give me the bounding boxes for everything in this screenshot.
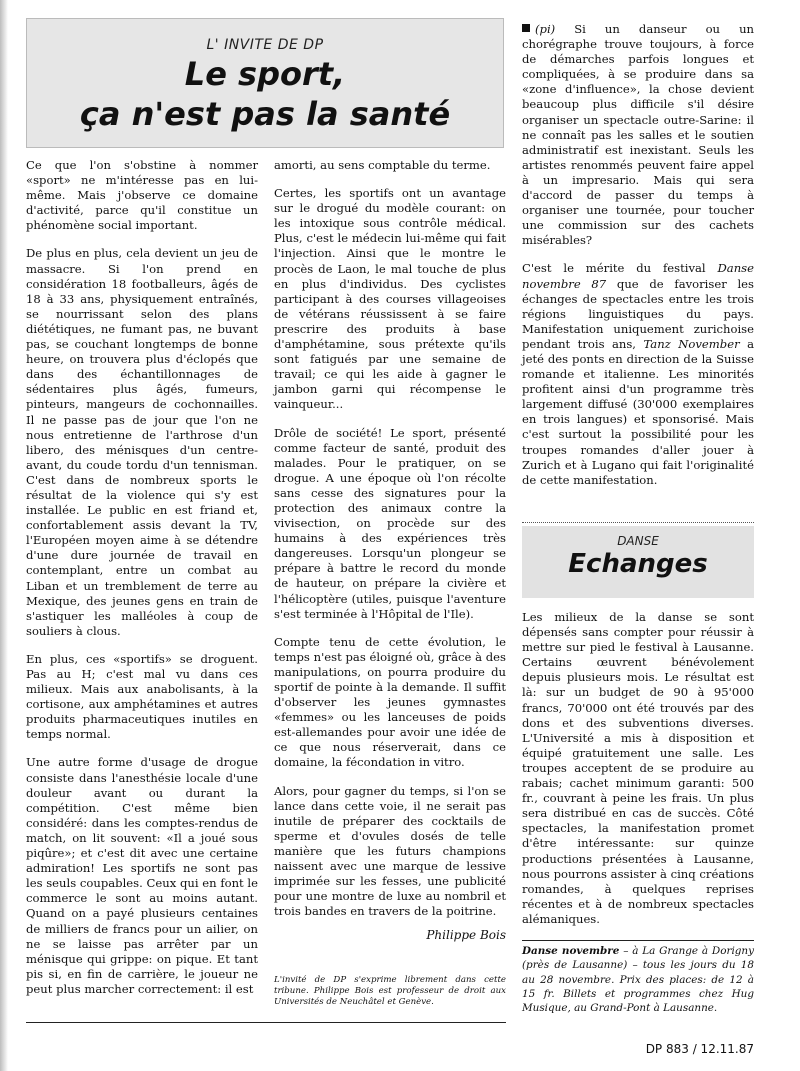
tanz-november: Tanz November bbox=[643, 336, 740, 351]
article-paragraph: Compte tenu de cette évolution, le temps n'est pas éloigné où, grâce à des manipulations, on pourra produire du sportif de pointe à la demande. Il suffit d'observer les jeunes gymnastes «femmes» ou les lanceuses de poids est-allemandes pour avoir une idée de ce que nous réserverait, dans ce domaine, la fécondation in vitro. bbox=[274, 634, 506, 770]
author-note: L'invité de DP s'exprime librement dans cette tribune. Philippe Bois est professeur de droit aux Universités de Neuchâtel et Genève. bbox=[274, 975, 506, 1007]
article-paragraph: Drôle de société! Le sport, présenté comme facteur de santé, produit des malades. Pour le pratiquer, on se drogue. A une époque où l'on récolte sans cesse des signatures pour la protection des animaux contre la vivisection, on procède sur des humains à des expériences très dangereuses. Lorsqu'un plongeur se prépare à battre le record du monde de hauteur, on prépare la civière et l'hélicoptère (utiles, puisque l'aventure s'est terminée à l'Hôpital de l'Ile). bbox=[274, 425, 506, 621]
sidebar-paragraph bbox=[522, 261, 754, 487]
event-details: – à La Grange à Dorigny (près de Lausanne) – tous les jours du 18 au 28 novembre. Prix des places: de 12 à 15 fr. Billets et programmes chez Hug Musique, au Grand-Pont à Lausanne. bbox=[522, 945, 754, 1015]
article-paragraph: Certes, les sportifs ont un avantage sur le drogué du modèle courant: on les intoxique sous contrôle médical. Plus, c'est le médecin lui-même qui fait l'injection. Ainsi que le montre le procès de Laon, le mal touche de plus en plus d'individus. Des cyclistes participant à des courses villageoises de vétérans réussissent à se faire prescrire des produits à base d'amphétamine, sous prétexte qu'ils sont fatigués par une semaine de travail; ce qui les aide à gagner le jambon garni qui récompense le vainqueur... bbox=[274, 186, 506, 412]
article-paragraph: En plus, ces «sportifs» se droguent. Pas au H; c'est mal vu dans ces milieux. Mais aux anabolisants, à la cortisone, aux amphétamines et autres produits pharmaceutiques inutiles en temps normal. bbox=[26, 651, 258, 742]
divider bbox=[522, 522, 754, 523]
event-info bbox=[522, 944, 754, 1015]
article-kicker: L' INVITE DE DP bbox=[206, 37, 324, 53]
author-signature: Philippe Bois bbox=[426, 928, 506, 943]
danse-header bbox=[522, 526, 754, 598]
article-title-line1: Le sport, bbox=[184, 55, 346, 93]
sidebar-p2-text: a jeté des ponts en direction de la Suisse romande et italienne. Les minorités profitent ainsi d'un programme très largement diffusé (30'000 exemplaires en trois langues) et sponsorisé. Mais c'est surtout la possibilité pour les troupes romandes d'aller jouer à Zurich et à Lugano qui fait l'originalité de cette manifestation. bbox=[522, 336, 754, 487]
article-paragraph: Alors, pour gagner du temps, si l'on se lance dans cette voie, il ne serait pas inutile de préparer des cocktails de sperme et d'ovules dosés de telle manière que les futurs champions naissent avec une marque de lessive imprimée sur les fesses, une publicité pour une montre de luxe au nombril et trois bandes en travers de la poitrine. bbox=[274, 783, 506, 919]
page-folio: DP 883 / 12.11.87 bbox=[645, 1042, 754, 1056]
divider bbox=[26, 1022, 506, 1023]
sidebar-column bbox=[522, 22, 754, 501]
article-paragraph: Ce que l'on s'obstine à nommer «sport» ne m'intéresse pas en lui-même. Mais j'observe ce domaine d'activité, parce qu'il constitue un phénomène social important. bbox=[26, 158, 258, 233]
festival-name: Danse novembre 87 bbox=[522, 261, 754, 291]
sidebar-p2-text: que de favoriser les échanges de spectacles entre les trois régions linguistiques du pays. Manifestation uniquement zurichoise pendant trois ans, bbox=[522, 276, 754, 351]
bullet-square-icon bbox=[522, 24, 530, 32]
sidebar-paragraph bbox=[522, 22, 754, 248]
sidebar-tag: (pi) bbox=[535, 22, 556, 36]
article-column-2 bbox=[274, 158, 506, 944]
article-title-line2: ça n'est pas la santé bbox=[79, 95, 451, 133]
event-name: Danse novembre bbox=[522, 945, 620, 957]
danse-paragraph: Les milieux de la danse se sont dépensés sans compter pour réussir à mettre sur pied le festival à Lausanne. Certains œuvrent bénévolement depuis plusieurs mois. Le résultat est là: sur un budget de 90 à 95'000 francs, 70'000 ont été trouvés par des dons et des subventions diverses. L'Université a mis à disposition et équipé gratuitement une salle. Les troupes acceptent de se produire au rabais; cachet minimum garanti: 500 fr., couvrant à peine les frais. Un plus sera distribué en cas de succès. Côté spectacles, la manifestation promet d'être intéressante: sur quinze productions présentées à Lausanne, nous pourrons assister à cinq créations romandes, à quelques reprises récentes et à de nombreux spectacles alémaniques. bbox=[522, 610, 754, 926]
article-header bbox=[26, 18, 504, 148]
danse-kicker: DANSE bbox=[617, 534, 659, 548]
sidebar-p2-text: C'est le mérite du festival bbox=[522, 261, 718, 276]
article-column-1 bbox=[26, 158, 258, 1010]
article-paragraph: amorti, au sens comptable du terme. bbox=[274, 158, 491, 172]
scan-edge-shadow bbox=[0, 0, 8, 1071]
article-paragraph: Une autre forme d'usage de drogue consiste dans l'anesthésie locale d'une douleur avant ou durant la compétition. C'est même bien considéré: dans les comptes-rendus de match, on lit souvent: «Il a joué sous piqûre»; et c'est dit avec une certaine admiration! Les sportifs ne sont pas les seuls coupables. Ceux qui en font le commerce le sont au moins autant. Quand on a payé plusieurs centaines de milliers de francs pour un ailier, on ne se laisse pas arrêter par un ménisque qui grippe: on pique. Et tant pis si, en fin de carrière, le joueur ne peut plus marcher correctement: il est bbox=[26, 755, 258, 996]
divider bbox=[522, 940, 754, 941]
danse-column bbox=[522, 610, 754, 940]
article-paragraph: De plus en plus, cela devient un jeu de massacre. Si l'on prend en considération 18 footballeurs, âgés de 18 à 33 ans, physiquement entraînés, se nourrissant selon des plans diététiques, ne fumant pas, ne buvant pas, se couchant longtemps de bonne heure, on trouvera plus d'éclopés que dans des échantillonnages de sédentaires plus âgés, fumeurs, pinteurs, mangeurs de cochonnailles. Il ne passe pas de jour que l'on ne nous entretienne de l'arthrose d'un libero, des ménisques d'un centre-avant, du coude tordu d'un tennisman. C'est dans de nombreux sports le résultat de la violence qui s'y est installée. Le public en est friand et, confortablement assis devant la TV, l'Européen moyen aime à se détendre d'une dure journée de travail en contemplant, entre un combat au Liban et un tremblement de terre au Mexique, des jeunes gens en train de s'astiquer les malléoles à coup de souliers à clous. bbox=[26, 246, 258, 638]
danse-title: Echanges bbox=[568, 549, 708, 579]
sidebar-p1-text: Si un danseur ou un chorégraphe trouve toujours, à force de démarches parfois longues et compliquées, à se produire dans sa «zone d'influence», la chose devient beaucoup plus difficile s'il désire organiser un spectacle outre-Sarine: il ne connaît pas les salles et le soutien administratif est inexistant. Seuls les artistes renommés peuvent faire appel à un impresario. Mais qui sera d'accord de passer du temps à organiser une tournée, pour toucher une commission sur des cachets misérables? bbox=[522, 22, 754, 248]
